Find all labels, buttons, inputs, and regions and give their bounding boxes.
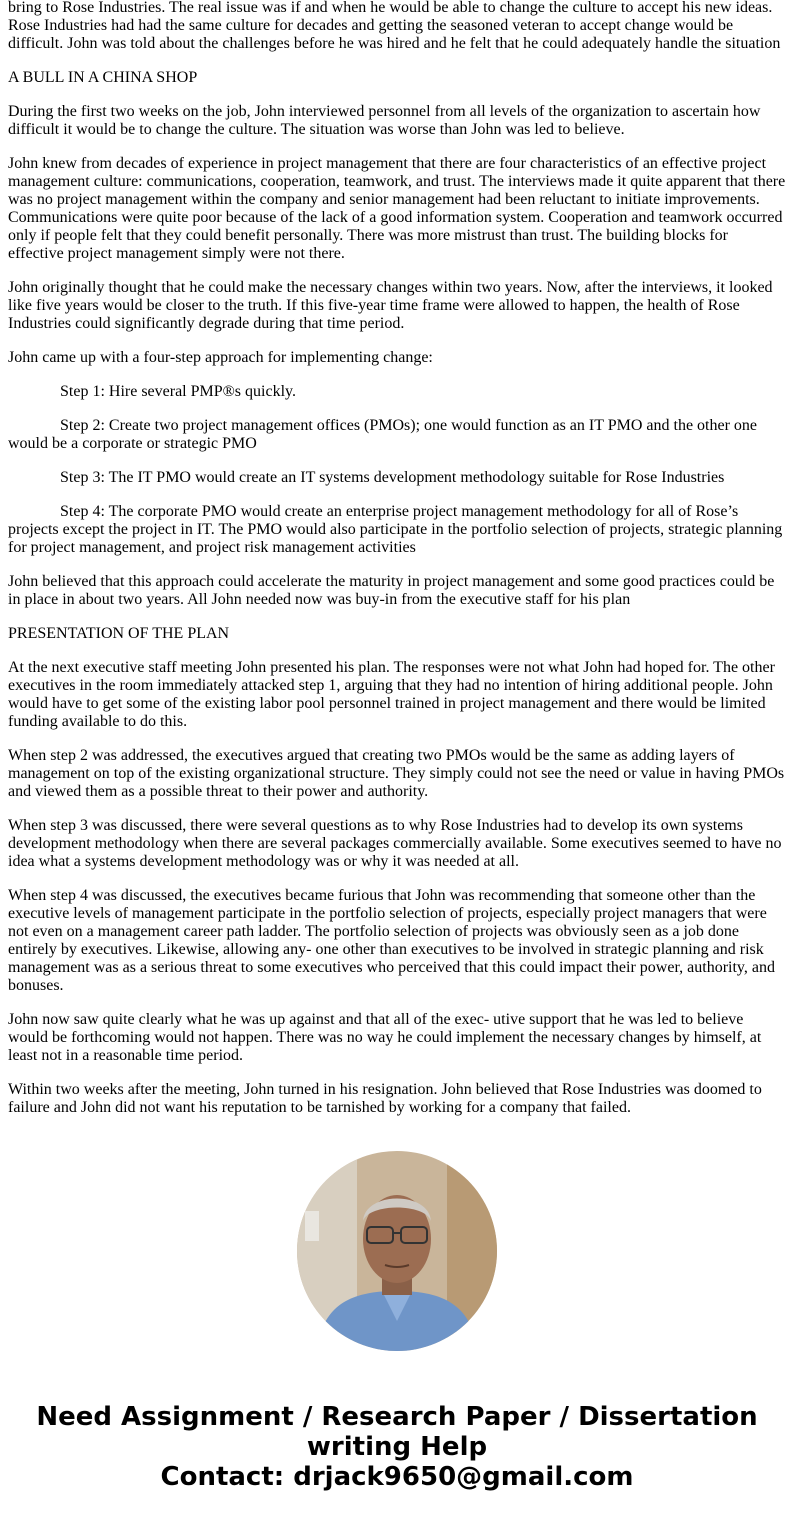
paragraph: When step 2 was addressed, the executives argued that creating two PMOs would be the same as adding layers of management on top of the existing organizational structure. They simply could not see the need or value in having PMOs and viewed them as a possible threat to their power and authority. [8, 747, 785, 800]
paragraph: John originally thought that he could make the necessary changes within two years. Now, after the interviews, it looked like five years would be closer to the truth. If this five-year time frame were allowed to happen, the health of Rose Industries could significantly degrade during that time period. [8, 279, 773, 332]
paragraph: When step 4 was discussed, the executives became furious that John was recommending that someone other than the executive levels of management participate in the portfolio selection of projects, especially project managers that were not even on a management career path ladder. The portfolio selection of projects was obviously seen as a job done entirely by executives. Likewise, allowing any- one other than executives to be involved in strategic planning and risk management was as a serious threat to some executives who perceived that this could impact their power, authority, and bonuses. [8, 887, 775, 994]
paragraph: During the first two weeks on the job, John interviewed personnel from all levels of the organization to ascertain how difficult it would be to change the culture. The situation was worse than John was led to believe. [8, 103, 761, 138]
author-photo-container [0, 1151, 794, 1351]
author-photo [297, 1151, 497, 1351]
step-paragraph: Step 4: The corporate PMO would create an enterprise project management methodology for all of Rose’s projects except the project in IT. The PMO would also participate in the portfolio selection of projects, strategic planning for project management, and project risk management activities [8, 503, 783, 556]
paragraph: John came up with a four-step approach for implementing change: [8, 349, 433, 366]
paragraph: John believed that this approach could accelerate the maturity in project management and some good practices could be in place in about two years. All John needed now was buy-in from the executive staff for his plan [8, 573, 775, 608]
footer-contact-line: Contact: drjack9650@gmail.com [160, 1462, 634, 1492]
step-paragraph: Step 2: Create two project management offices (PMOs); one would function as an IT PMO and the other one would be a corporate or strategic PMO [8, 417, 758, 452]
step-paragraph: Step 1: Hire several PMP®s quickly. [60, 383, 296, 400]
paragraph: When step 3 was discussed, there were several questions as to why Rose Industries had to develop its own systems development methodology when there are several packages commercially available. Some executives seemed to have no idea what a systems development methodology was or why it was needed at all. [8, 817, 782, 870]
contact-footer [0, 1402, 794, 1492]
paragraph: bring to Rose Industries. The real issue was if and when he would be able to change the culture to accept his new ideas. Rose Industries had had the same culture for decades and getting the seasoned veteran to accept change would be difficult. John was told about the challenges before he was hired and he felt that he could adequately handle the situation [8, 0, 781, 52]
paragraph: At the next executive staff meeting John presented his plan. The responses were not what John had hoped for. The other executives in the room immediately attacked step 1, arguing that they had no intention of hiring additional people. John would have to get some of the existing labor pool personnel trained in project management and there would be limited funding available to do this. [8, 659, 775, 730]
paragraph: John knew from decades of experience in project management that there are four characteristics of an effective project management culture: communications, cooperation, teamwork, and trust. The interviews made it quite apparent that there was no project management within the company and senior management had been reluctant to initiate improvements. Communications were quite poor because of the lack of a good information system. Cooperation and teamwork occurred only if people felt that they could benefit personally. There was more mistrust than trust. The building blocks for effective project management simply were not there. [8, 155, 786, 262]
section-heading: PRESENTATION OF THE PLAN [8, 625, 230, 642]
paragraph: Within two weeks after the meeting, John turned in his resignation. John believed that Rose Industries was doomed to failure and John did not want his reputation to be tarnished by working for a company that failed. [8, 1081, 762, 1116]
step-paragraph: Step 3: The IT PMO would create an IT systems development methodology suitable for Rose Industries [60, 469, 725, 486]
footer-help-line: Need Assignment / Research Paper / Dissertation writing Help [36, 1402, 758, 1462]
section-heading: A BULL IN A CHINA SHOP [8, 69, 198, 86]
paragraph: John now saw quite clearly what he was up against and that all of the exec- utive support that he was led to believe would be forthcoming would not happen. There was no way he could implement the necessary changes by himself, at least not in a reasonable time period. [8, 1011, 762, 1064]
